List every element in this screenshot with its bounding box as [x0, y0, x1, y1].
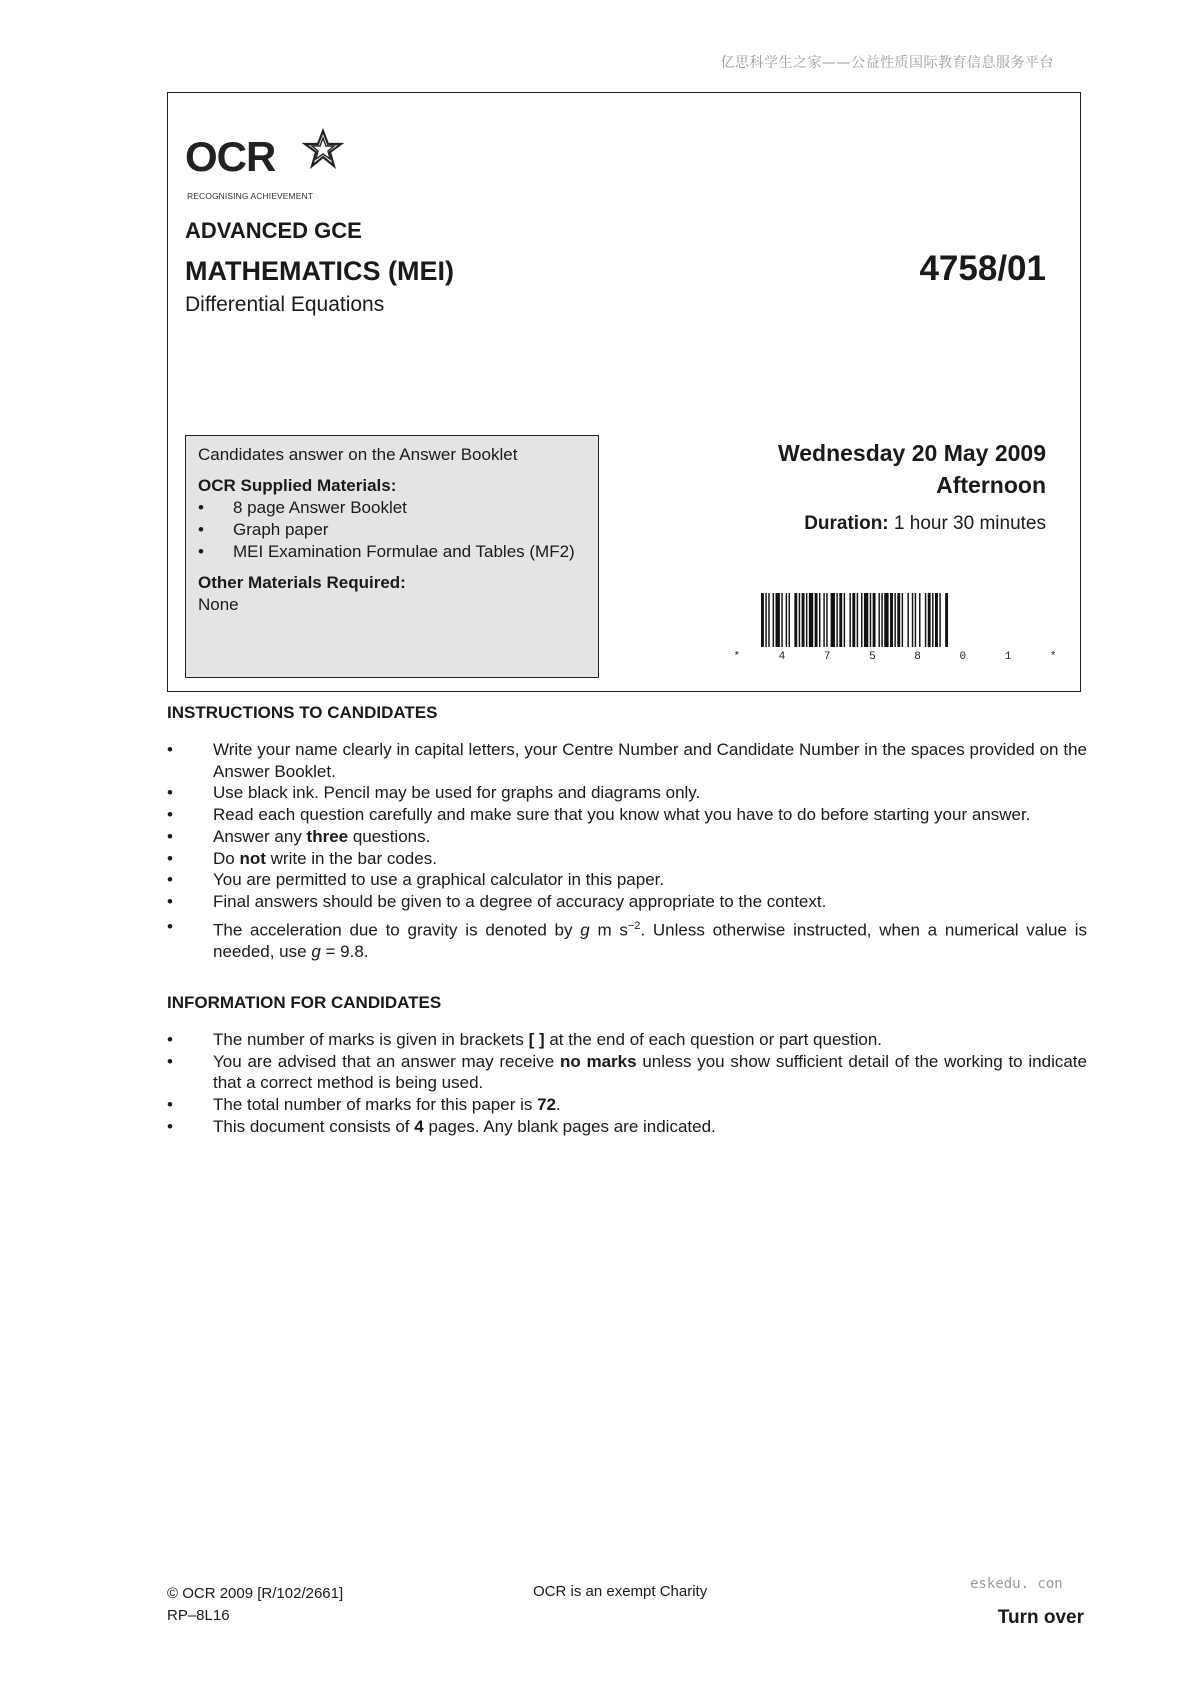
list-item: • Do not write in the bar codes. — [167, 848, 437, 868]
list-item: • 8 page Answer Booklet — [198, 498, 407, 517]
subject-title: MATHEMATICS (MEI) — [185, 256, 454, 286]
materials-line: Candidates answer on the Answer Booklet — [198, 445, 518, 464]
barcode-text: * 4 7 5 8 0 1 * — [733, 651, 1073, 663]
list-item: • Write your name clearly in capital letters, your Centre Number and Candidate Number in the spaces provided on the Answer Booklet. — [167, 740, 1087, 781]
information-list — [167, 1029, 1087, 1138]
charity-note: OCR is an exempt Charity — [533, 1583, 708, 1600]
exam-date — [778, 437, 1046, 501]
information-heading: INFORMATION FOR CANDIDATES — [167, 993, 442, 1012]
instructions-list — [167, 739, 1087, 963]
barcode — [733, 593, 1073, 663]
list-item: • Read each question carefully and make sure that you know what you have to do before starting your answer. — [167, 805, 1031, 825]
other-heading: Other Materials Required: — [198, 573, 406, 592]
logo-text: OCR — [185, 133, 276, 180]
paper-code: 4758/01 — [919, 249, 1046, 288]
supplied-heading: OCR Supplied Materials: — [198, 476, 397, 495]
list-item: • This document consists of 4 pages. Any blank pages are indicated. — [167, 1116, 716, 1136]
copyright-text: © OCR 2009 [R/102/2661] — [167, 1585, 344, 1602]
header-watermark: 亿思科学生之家——公益性质国际教育信息服务平台 — [720, 55, 1054, 71]
supplied-list — [198, 497, 586, 563]
footer-watermark: eskedu. con — [970, 1576, 1063, 1592]
cover-box — [167, 92, 1081, 692]
qualification: ADVANCED GCE — [185, 218, 362, 243]
other-value: None — [198, 595, 239, 614]
logo-tagline: RECOGNISING ACHIEVEMENT — [187, 191, 314, 201]
exam-day: Wednesday 20 May 2009 — [777, 440, 1046, 466]
unit-title: Differential Equations — [185, 293, 385, 316]
list-item: • The number of marks is given in brackets [ ] at the end of each question or part question. — [167, 1030, 883, 1049]
list-item: • You are permitted to use a graphical calculator in this paper. — [167, 870, 665, 890]
list-item: • The total number of marks for this paper is 72. — [167, 1095, 561, 1115]
duration-value: 1 hour 30 minutes — [893, 513, 1046, 534]
reference-code: RP–8L16 — [167, 1607, 230, 1624]
materials-box — [185, 435, 599, 678]
exam-duration — [804, 513, 1046, 535]
list-item: • MEI Examination Formulae and Tables (MF2) — [198, 542, 575, 561]
exam-session: Afternoon — [936, 472, 1046, 498]
star-icon — [303, 129, 343, 169]
turn-over: Turn over — [997, 1607, 1084, 1628]
list-item: • Use black ink. Pencil may be used for graphs and diagrams only. — [167, 783, 701, 803]
instructions-heading: INSTRUCTIONS TO CANDIDATES — [167, 703, 438, 722]
ocr-logo — [185, 115, 345, 201]
list-item: • Graph paper — [198, 520, 329, 539]
footer-copyright — [167, 1583, 343, 1627]
list-item: • Answer any three questions. — [167, 826, 431, 846]
list-item: • The acceleration due to gravity is denoted by g m $s^{-2}$. Unless otherwise instructed, when a numerical value is needed, use g = 9.8. — [167, 916, 1087, 961]
duration-label: Duration: — [804, 513, 889, 534]
list-item: • You are advised that an answer may receive no marks unless you show sufficient detail of the working to indicate that a correct method is being used. — [167, 1051, 1087, 1093]
list-item: • Final answers should be given to a degree of accuracy appropriate to the context. — [167, 891, 827, 911]
